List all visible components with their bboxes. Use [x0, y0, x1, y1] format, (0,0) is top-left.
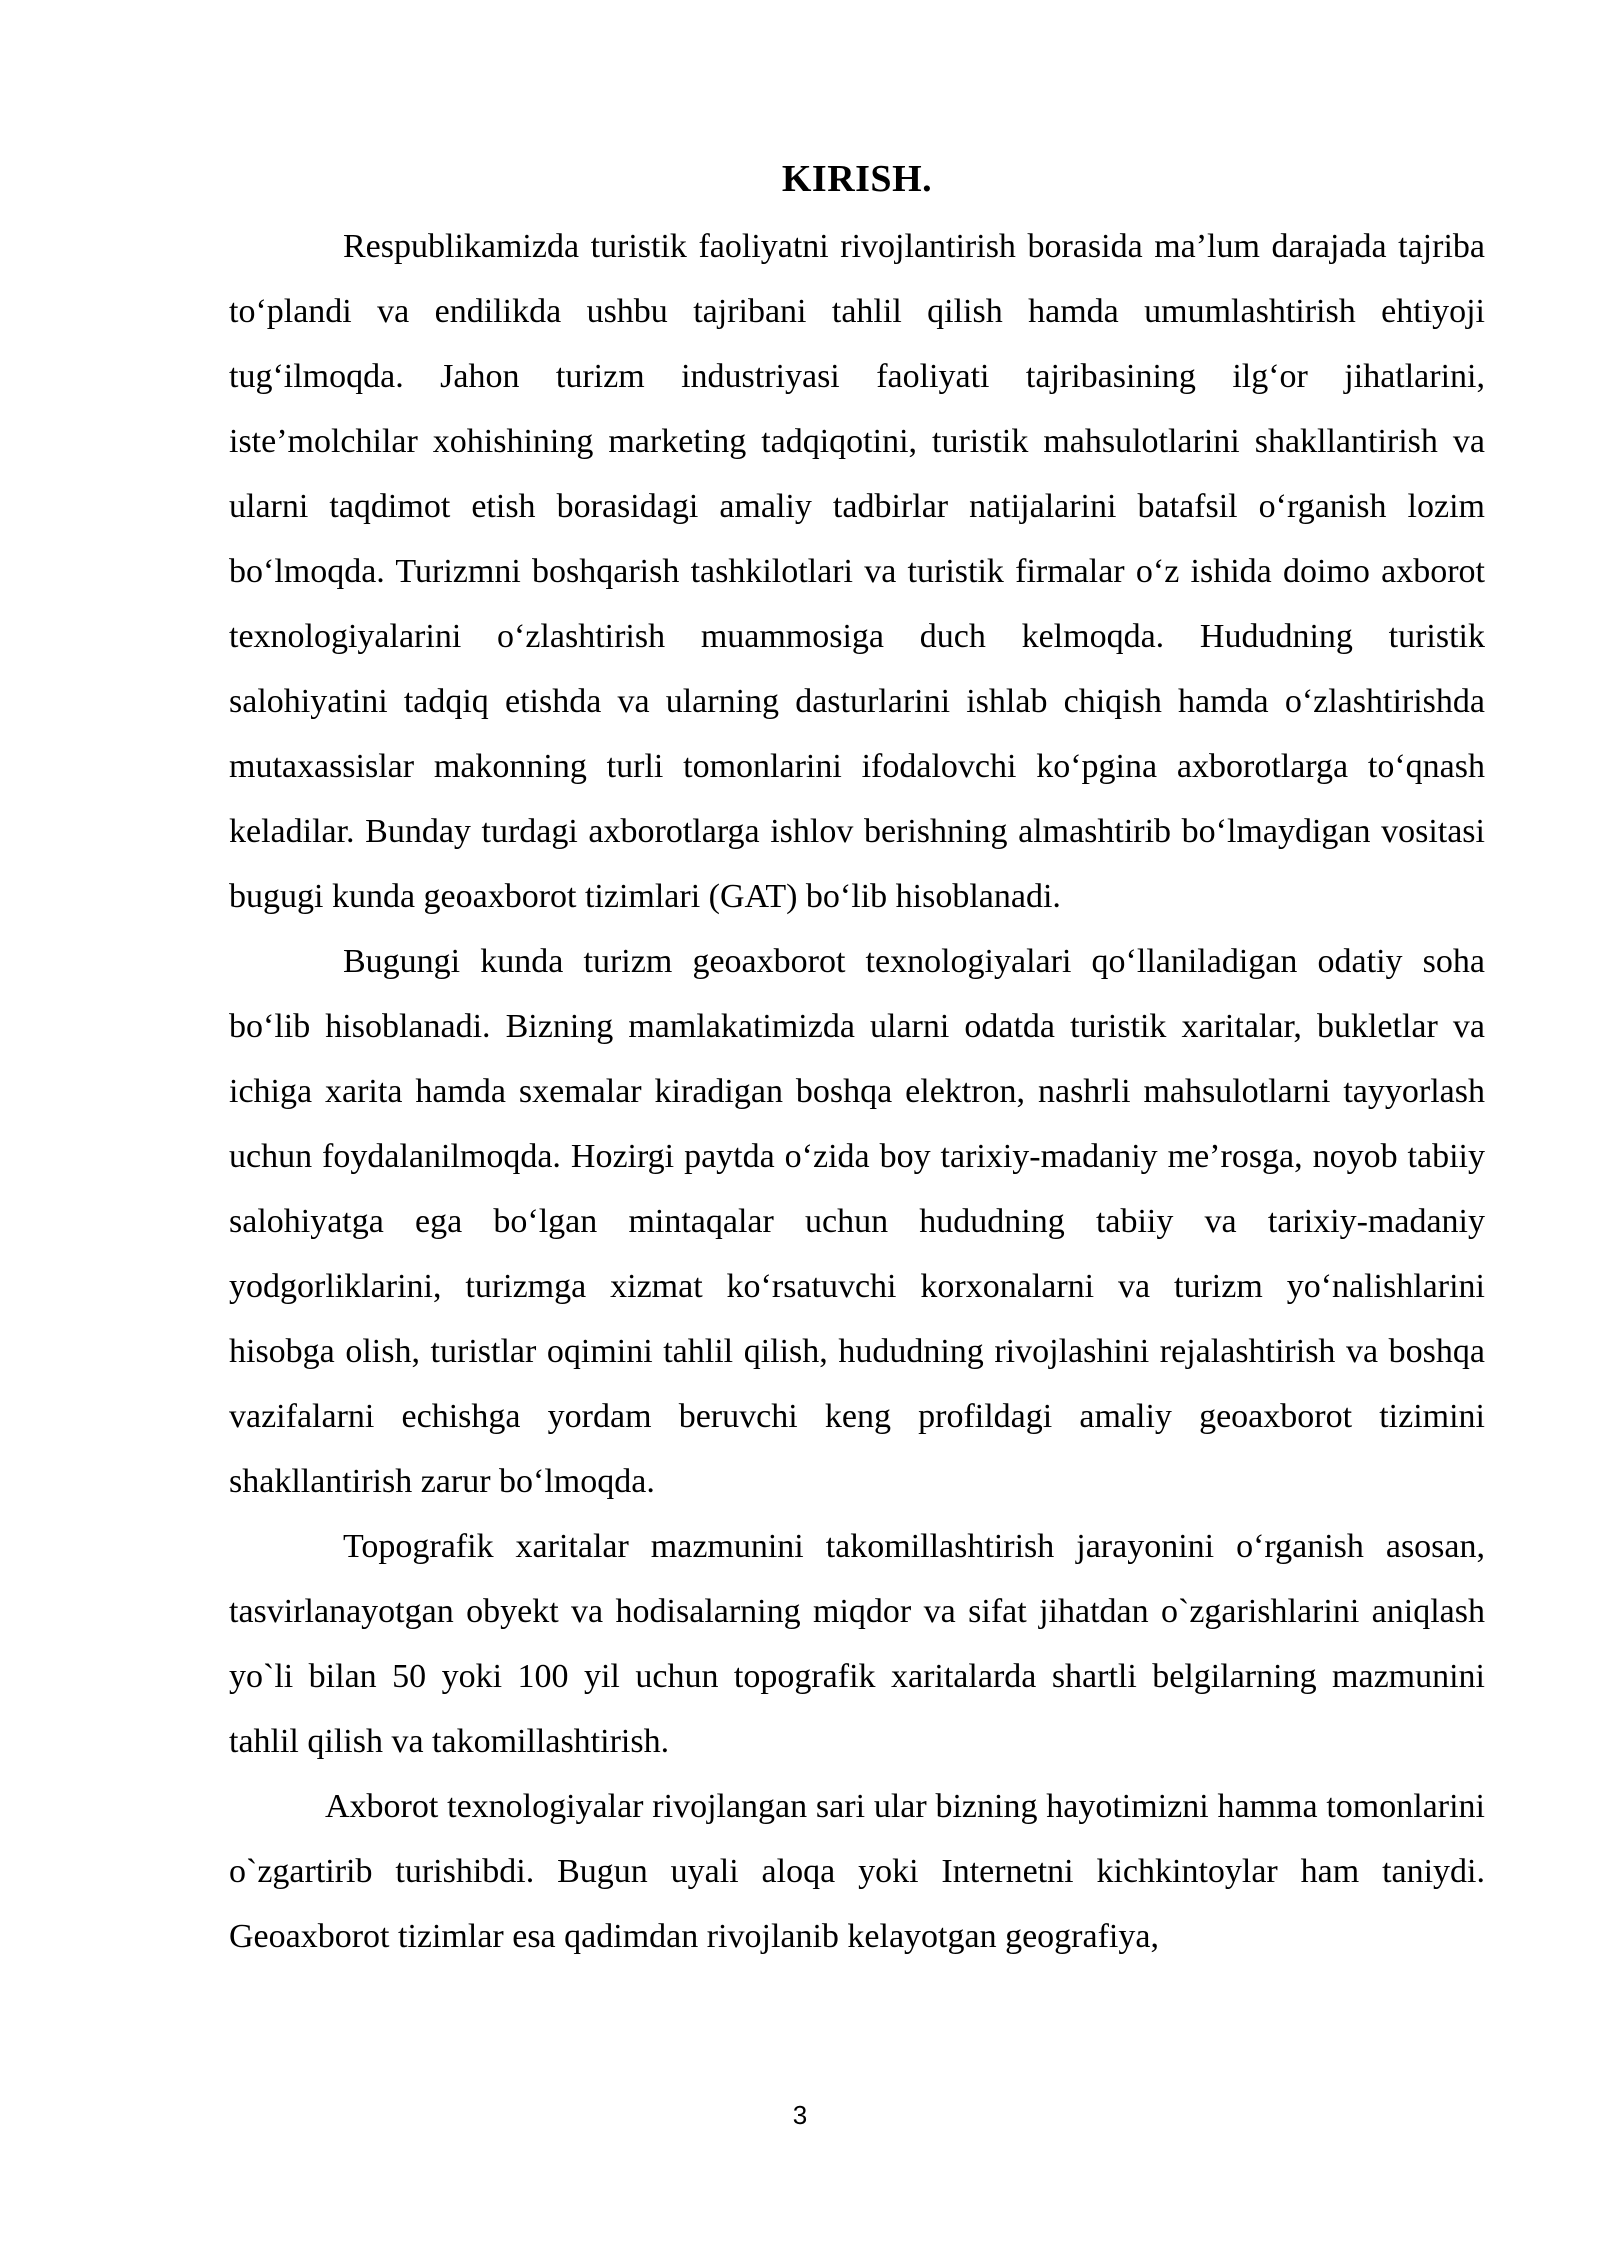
- paragraph-2: Bugungi kunda turizm geoaxborot texnologiyalari qo‘llaniladigan odatiy soha bo‘lib hisoblanadi. Bizning mamlakatimizda ularni odatda turistik xaritalar, bukletlar va ichiga xarita hamda sxemalar kiradigan boshqa elektron, nashrli mahsulotlarni tayyorlash uchun foydalanilmoqda. Hozirgi paytda o‘zida boy tarixiy-madaniy me’rosga, noyob tabiiy salohiyatga ega bo‘lgan mintaqalar uchun hududning tabiiy va tarixiy-madaniy yodgorliklarini, turizmga xizmat ko‘rsatuvchi korxonalarni va turizm yo‘nalishlarini hisobga olish, turistlar oqimini tahlil qilish, hududning rivojlashini rejalashtirish va boshqa vazifalarni echishga yordam beruvchi keng profildagi amaliy geoaxborot tizimini shakllantirish zarur bo‘lmoqda.: [229, 943, 1485, 1500]
- section-title: KIRISH.: [781, 158, 933, 200]
- paragraph-1: Respublikamizda turistik faoliyatni rivojlantirish borasida ma’lum darajada tajriba to‘plandi va endilikda ushbu tajribani tahlil qilish hamda umumlashtirish ehtiyoji tug‘ilmoqda. Jahon turizm industriyasi faoliyati tajribasining ilg‘or jihatlarini, iste’molchilar xohishining marketing tadqiqotini, turistik mahsulotlarini shakllantirish va ularni taqdimot etish borasidagi amaliy tadbirlar natijalarini batafsil o‘rganish lozim bo‘lmoqda. Turizmni boshqarish tashkilotlari va turistik firmalar o‘z ishida doimo axborot texnologiyalarini o‘zlashtirish muammosiga duch kelmoqda. Hududning turistik salohiyatini tadqiq etishda va ularning dasturlarini ishlab chiqish hamda o‘zlashtirishda mutaxassislar makonning turli tomonlarini ifodalovchi ko‘pgina axborotlarga to‘qnash keladilar. Bunday turdagi axborotlarga ishlov berishning almashtirib bo‘lmaydigan vositasi bugugi kunda geoaxborot tizimlari (GAT) bo‘lib hisoblanadi.: [229, 228, 1485, 915]
- paragraph-3: Topografik xaritalar mazmunini takomillashtirish jarayonini o‘rganish asosan, tasvirlanayotgan obyekt va hodisalarning miqdor va sifat jihatdan o`zgarishlarini aniqlash yo`li bilan 50 yoki 100 yil uchun topografik xaritalarda shartli belgilarning mazmunini tahlil qilish va takomillashtirish.: [229, 1528, 1485, 1760]
- page-content: [229, 150, 1485, 1969]
- page-number: 3: [792, 2100, 808, 2130]
- paragraph-4: Axborot texnologiyalar rivojlangan sari ular bizning hayotimizni hamma tomonlarini o`zgartirib turishibdi. Bugun uyali aloqa yoki Internetni kichkintoylar ham taniydi. Geoaxborot tizimlar esa qadimdan rivojlanib kelayotgan geografiya,: [229, 1788, 1485, 1955]
